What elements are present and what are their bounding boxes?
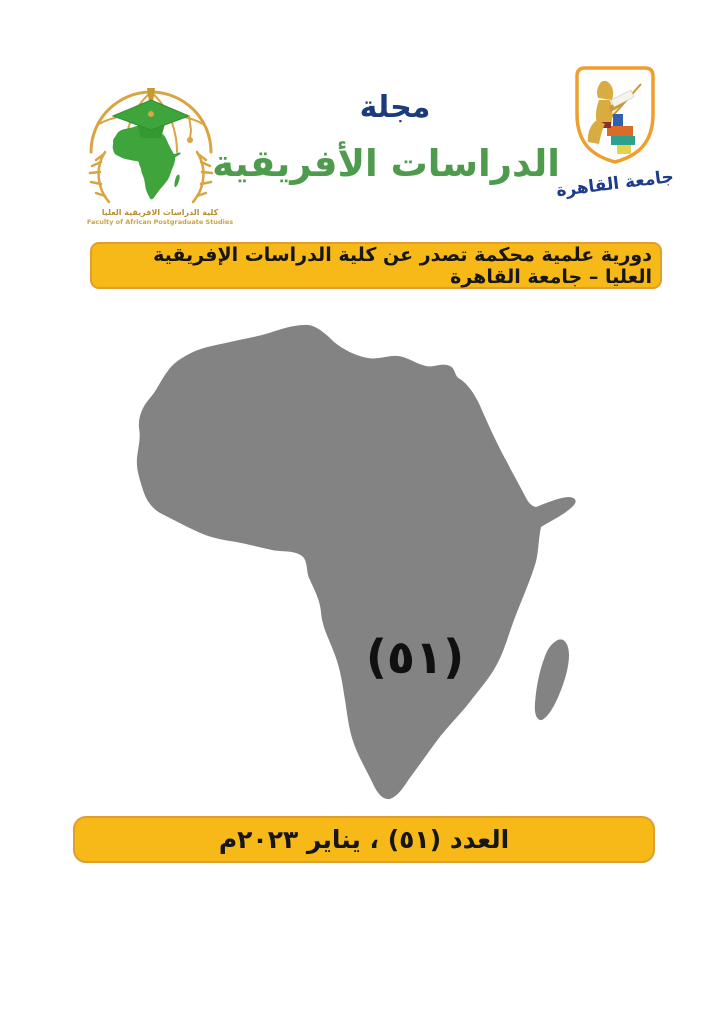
title-block xyxy=(212,90,560,188)
faculty-name-arabic: كلية الدراسات الافريقية العليا xyxy=(101,208,219,217)
issue-number-label: (٥١) xyxy=(365,630,465,684)
madagascar-shape xyxy=(535,639,569,720)
laurel-left-icon xyxy=(90,152,109,202)
subtitle-banner: دورية علمية محكمة تصدر عن كلية الدراسات الإفريقية العليا – جامعة القاهرة xyxy=(90,242,662,289)
africa-map-graphic xyxy=(100,300,620,800)
faculty-name-english: Faculty of African Postgraduate Studies xyxy=(86,218,234,226)
africa-map xyxy=(100,300,620,800)
journal-word: مجلة xyxy=(359,90,431,125)
laurel-right-icon xyxy=(193,152,212,202)
university-logo xyxy=(555,62,675,202)
africa-mainland-shape xyxy=(137,325,576,799)
issue-banner: العدد (٥١) ، يناير ٢٠٢٣م xyxy=(73,816,655,863)
journal-title: الدراسات الأفريقية xyxy=(212,142,560,185)
university-name: جامعة القاهرة xyxy=(555,166,675,202)
university-emblem xyxy=(555,62,675,168)
